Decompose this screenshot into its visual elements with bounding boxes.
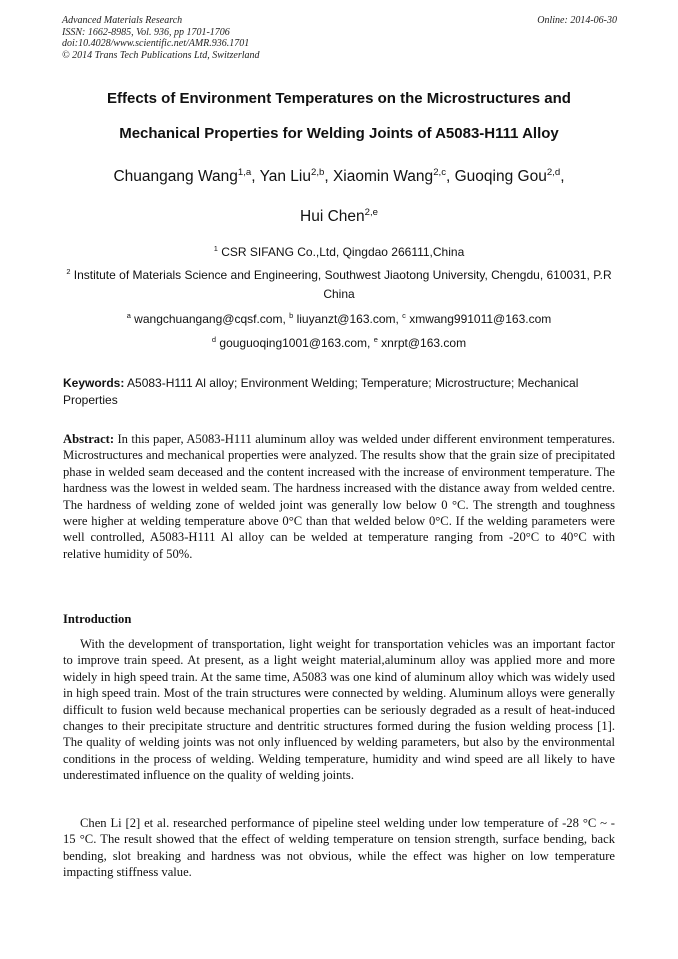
email-sup: e [373,335,378,344]
intro-paragraph-1: With the development of transportation, light weight for transportation vehicles was an important factor to improve train speed. At present, as a light weight material,aluminum alloy was applied more and more widely in high speed train. At the same time, A5083 was one kind of aluminum alloy which was widely used in high speed train. Most of the train structures were connected by welding. Aluminum alloys were generally difficult to fusion weld because mechanical properties can be seriously degraded as a result of heat-induced changes to their precipitate structure and dentritic structures formed during the fusion welding process [1]. The quality of welding joints was not only influenced by welding parameters, but also by the environmental conditions in the process of welding. Welding temperature, humidity and wind speed are all likely to have underestimated influence on the quality of welding joints. [63,637,615,783]
paper-title-line-2: Mechanical Properties for Welding Joints of A5083-H111 Alloy [119,125,559,142]
doi-line: doi:10.4028/www.scientific.net/AMR.936.1701 [62,38,250,49]
affiliation-2 [50,266,628,304]
author-sup: 2,e [364,206,378,218]
email-sup: a [126,311,131,320]
author-name: Guoqing Gou [454,168,547,185]
email-address: gouguoqing1001@163.com, [216,336,374,350]
author-name: Xiaomin Wang [332,168,434,185]
author-name: Chuangang Wang [113,168,238,185]
author-sup: 1,a [237,166,252,178]
email-address: liuyanzt@163.com, [293,312,403,326]
journal-name: Advanced Materials Research [62,15,183,26]
affiliation-text: CSR SIFANG Co.,Ltd, Qingdao 266111,China [217,245,465,259]
abstract-text: In this paper, A5083-H111 aluminum alloy was welded under different environment temperatures. Microstructures and mechanical properties were analyzed. The results show that the grain size of precipitated phase in welded seam deceased and the content increased with the increase of environment temperature. The hardness was the lowest in welded seam. The hardness increased with the distance away from welded centre. The hardness of welding zone of welded joint was generally low below 0 °C. The strength and toughness were higher at welding temperature above 0°C than that welded below 0°C. If the welding parameters were well controlled, A5083-H111 Al alloy can be welded at temperature ranging from -20°C to 40°C with relative humidity of 50%. [63,432,615,561]
author-sep: , [446,168,455,185]
author-list [40,168,638,186]
publication-header [62,15,617,61]
author-sup: 2,c [433,166,446,178]
paper-title-line-1: Effects of Environment Temperatures on the Microstructures and [107,90,571,107]
intro-paragraph-2: Chen Li [2] et al. researched performance of pipeline steel welding under low temperature of -28 °C ~ - 15 °C. The result showed that the effect of welding temperature on tension strength, surface bending, back bending, slot breaking and hardness was not obvious, while the effect was higher on low temperature impacting stiffness value. [63,816,615,880]
affiliation-text: Institute of Materials Science and Engineering, Southwest Jiaotong University, Chengdu, 610031, P.R China [70,268,612,301]
email-sup: d [211,335,217,344]
affiliation-sup: 1 [213,244,218,253]
section-heading-introduction: Introduction [63,612,132,626]
keywords-text: A5083-H111 Al alloy; Environment Welding; Temperature; Microstructure; Mechanical Properties [63,376,579,407]
abstract [63,431,615,562]
email-address: wangchuangang@cqsf.com, [130,312,290,326]
author-sup: 2,d [546,166,561,178]
email-sup: b [289,311,294,320]
email-line-1 [50,310,628,329]
email-address: xnrpt@163.com [377,336,467,350]
email-sup: c [402,311,406,320]
abstract-label: Abstract: [63,432,115,446]
author-sep: , [324,168,333,185]
keywords-label: Keywords: [63,376,125,390]
author-name: Yan Liu [259,168,311,185]
author-name: Hui Chen [300,208,365,225]
author-list-line-2 [40,208,638,226]
copyright-line: © 2014 Trans Tech Publications Ltd, Switzerland [62,49,260,61]
email-address: xmwang991011@163.com [405,312,552,326]
author-sup: 2,b [310,166,325,178]
author-sep: , [251,168,260,185]
email-line-2 [50,334,628,353]
keywords [63,375,615,408]
affiliation-1 [50,243,628,262]
issn-line: ISSN: 1662-8985, Vol. 936, pp 1701-1706 [62,26,230,38]
online-date: Online: 2014-06-30 [537,15,617,26]
affiliation-sup: 2 [66,267,71,276]
author-sep: , [560,168,565,185]
